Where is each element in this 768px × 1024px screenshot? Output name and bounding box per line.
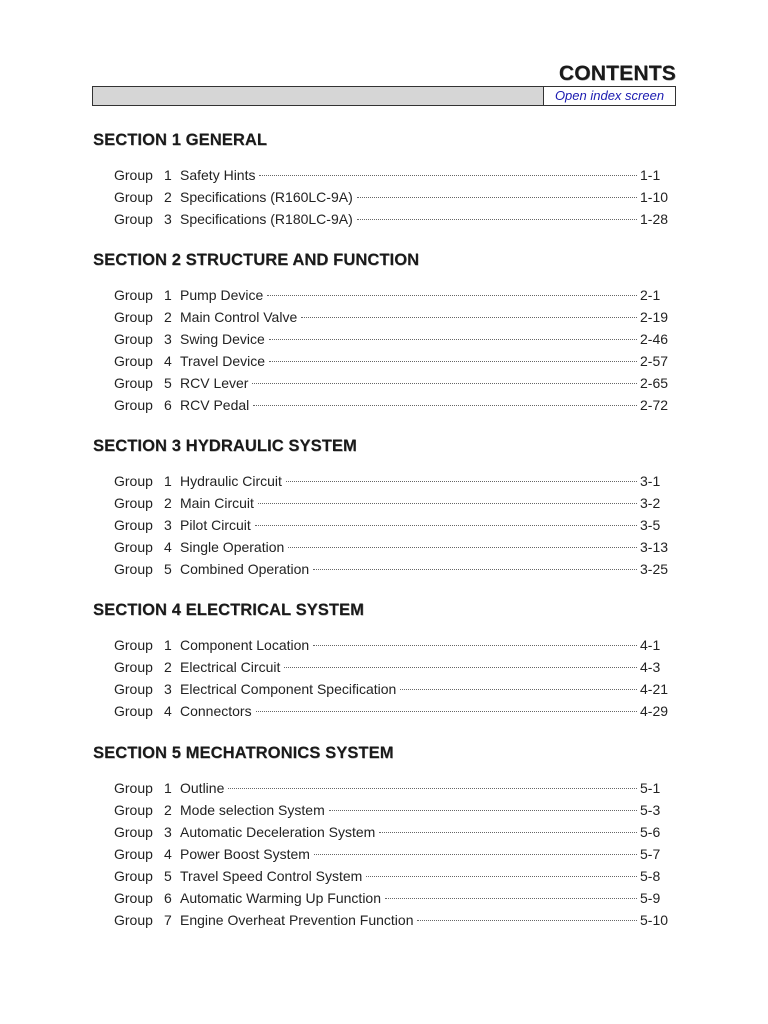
group-label: Group <box>114 681 153 697</box>
group-number: 4 <box>164 703 172 719</box>
group-name: Engine Overheat Prevention Function <box>180 912 414 928</box>
group-name: Component Location <box>180 637 310 653</box>
group-name: Travel Speed Control System <box>180 868 363 884</box>
group-label: Group <box>114 517 153 533</box>
page-number: 5-9 <box>640 890 661 906</box>
dot-leader <box>252 383 637 384</box>
dot-leader <box>314 854 637 855</box>
page-number: 1-28 <box>640 211 669 227</box>
group-name: Outline <box>180 780 225 796</box>
group-number: 4 <box>164 846 172 862</box>
group-label: Group <box>114 912 153 928</box>
page-number: 2-1 <box>640 287 661 303</box>
toc-entry[interactable] <box>114 912 670 930</box>
group-label: Group <box>114 637 153 653</box>
group-label: Group <box>114 397 153 413</box>
toc-entry[interactable] <box>114 517 670 535</box>
toc-entry[interactable] <box>114 167 670 185</box>
toc-entry[interactable] <box>114 375 670 393</box>
group-name: Travel Device <box>180 353 266 369</box>
group-label: Group <box>114 561 153 577</box>
group-name: Safety Hints <box>180 167 256 183</box>
dot-leader <box>256 711 637 712</box>
group-label: Group <box>114 473 153 489</box>
section-title: SECTION 1 GENERAL <box>93 131 268 149</box>
page-number: 2-19 <box>640 309 669 325</box>
group-number: 6 <box>164 397 172 413</box>
page-number: 4-3 <box>640 659 661 675</box>
group-number: 1 <box>164 167 172 183</box>
group-label: Group <box>114 868 153 884</box>
dot-leader <box>269 361 637 362</box>
index-bar <box>92 86 676 106</box>
group-label: Group <box>114 331 153 347</box>
group-label: Group <box>114 309 153 325</box>
group-label: Group <box>114 167 153 183</box>
group-name: Single Operation <box>180 539 285 555</box>
group-name: Power Boost System <box>180 846 310 862</box>
group-label: Group <box>114 846 153 862</box>
page-number: 3-2 <box>640 495 661 511</box>
dot-leader <box>284 667 637 668</box>
group-name: Pump Device <box>180 287 264 303</box>
toc-entry[interactable] <box>114 802 670 820</box>
dot-leader <box>385 898 637 899</box>
group-name: Mode selection System <box>180 802 325 818</box>
group-number: 3 <box>164 824 172 840</box>
group-name: Automatic Warming Up Function <box>180 890 381 906</box>
group-number: 2 <box>164 659 172 675</box>
toc-entry[interactable] <box>114 539 670 557</box>
page-number: 5-3 <box>640 802 661 818</box>
toc-entry[interactable] <box>114 189 670 207</box>
group-number: 7 <box>164 912 172 928</box>
dot-leader <box>267 295 637 296</box>
page-number: 5-10 <box>640 912 669 928</box>
toc-entry[interactable] <box>114 824 670 842</box>
dot-leader <box>269 339 637 340</box>
page-number: 2-65 <box>640 375 669 391</box>
toc-entry[interactable] <box>114 309 670 327</box>
dot-leader <box>400 689 637 690</box>
group-number: 2 <box>164 495 172 511</box>
group-name: Connectors <box>180 703 252 719</box>
group-number: 2 <box>164 189 172 205</box>
group-number: 3 <box>164 331 172 347</box>
page-number: 1-10 <box>640 189 669 205</box>
page-number: 5-1 <box>640 780 661 796</box>
toc-entry[interactable] <box>114 681 670 699</box>
group-name: Specifications (R180LC-9A) <box>180 211 353 227</box>
page-number: 3-13 <box>640 539 669 555</box>
group-name: Pilot Circuit <box>180 517 251 533</box>
group-label: Group <box>114 189 153 205</box>
group-label: Group <box>114 703 153 719</box>
page-number: 5-7 <box>640 846 661 862</box>
page-number: 5-6 <box>640 824 661 840</box>
group-name: Automatic Deceleration System <box>180 824 376 840</box>
group-number: 2 <box>164 802 172 818</box>
toc-entry[interactable] <box>114 331 670 349</box>
page-number: 4-1 <box>640 637 661 653</box>
dot-leader <box>379 832 637 833</box>
group-label: Group <box>114 659 153 675</box>
group-name: Electrical Component Specification <box>180 681 397 697</box>
dot-leader <box>259 175 637 176</box>
section-title: SECTION 4 ELECTRICAL SYSTEM <box>93 601 365 619</box>
section-title: SECTION 3 HYDRAULIC SYSTEM <box>93 437 357 455</box>
page-number: 1-1 <box>640 167 661 183</box>
group-label: Group <box>114 495 153 511</box>
section-title: SECTION 2 STRUCTURE AND FUNCTION <box>93 251 420 269</box>
toc-entry[interactable] <box>114 780 670 798</box>
group-number: 4 <box>164 353 172 369</box>
toc-entry[interactable] <box>114 868 670 886</box>
dot-leader <box>313 569 637 570</box>
toc-entry[interactable] <box>114 846 670 864</box>
toc-entry[interactable] <box>114 659 670 677</box>
group-name: Electrical Circuit <box>180 659 281 675</box>
group-label: Group <box>114 375 153 391</box>
dot-leader <box>366 876 637 877</box>
toc-entry[interactable] <box>114 473 670 491</box>
dot-leader <box>288 547 637 548</box>
dot-leader <box>253 405 637 406</box>
dot-leader <box>301 317 637 318</box>
page-number: 2-57 <box>640 353 669 369</box>
group-number: 1 <box>164 287 172 303</box>
group-name: Hydraulic Circuit <box>180 473 282 489</box>
dot-leader <box>417 920 637 921</box>
group-number: 5 <box>164 561 172 577</box>
group-label: Group <box>114 539 153 555</box>
dot-leader <box>258 503 637 504</box>
page-title: CONTENTS <box>558 62 676 85</box>
group-label: Group <box>114 780 153 796</box>
group-name: RCV Pedal <box>180 397 250 413</box>
group-name: Swing Device <box>180 331 265 347</box>
dot-leader <box>313 645 637 646</box>
page-number: 3-1 <box>640 473 661 489</box>
group-name: Specifications (R160LC-9A) <box>180 189 353 205</box>
group-label: Group <box>114 890 153 906</box>
page-number: 4-29 <box>640 703 669 719</box>
page-number: 2-46 <box>640 331 669 347</box>
dot-leader <box>357 219 637 220</box>
page-number: 3-5 <box>640 517 661 533</box>
page-number: 2-72 <box>640 397 669 413</box>
group-number: 3 <box>164 211 172 227</box>
toc-entry[interactable] <box>114 495 670 513</box>
group-number: 1 <box>164 637 172 653</box>
group-number: 5 <box>164 375 172 391</box>
toc-entry[interactable] <box>114 890 670 908</box>
group-number: 4 <box>164 539 172 555</box>
group-number: 6 <box>164 890 172 906</box>
toc-entry[interactable] <box>114 353 670 371</box>
dot-leader <box>255 525 637 526</box>
group-number: 3 <box>164 681 172 697</box>
toc-entry[interactable] <box>114 397 670 415</box>
dot-leader <box>286 481 637 482</box>
group-label: Group <box>114 802 153 818</box>
section-title: SECTION 5 MECHATRONICS SYSTEM <box>93 744 394 762</box>
group-label: Group <box>114 211 153 227</box>
group-name: Main Circuit <box>180 495 254 511</box>
group-name: Combined Operation <box>180 561 310 577</box>
open-index-link[interactable]: Open index screen <box>543 87 675 105</box>
group-number: 5 <box>164 868 172 884</box>
page-number: 4-21 <box>640 681 669 697</box>
group-label: Group <box>114 824 153 840</box>
group-number: 2 <box>164 309 172 325</box>
group-number: 1 <box>164 473 172 489</box>
group-name: RCV Lever <box>180 375 249 391</box>
group-number: 3 <box>164 517 172 533</box>
toc-entry[interactable] <box>114 561 670 579</box>
group-name: Main Control Valve <box>180 309 298 325</box>
group-label: Group <box>114 353 153 369</box>
toc-entry[interactable] <box>114 287 670 305</box>
group-label: Group <box>114 287 153 303</box>
toc-entry[interactable] <box>114 637 670 655</box>
dot-leader <box>329 810 637 811</box>
group-number: 1 <box>164 780 172 796</box>
dot-leader <box>228 788 637 789</box>
toc-entry[interactable] <box>114 703 670 721</box>
dot-leader <box>357 197 637 198</box>
page-number: 3-25 <box>640 561 669 577</box>
toc-entry[interactable] <box>114 211 670 229</box>
page-number: 5-8 <box>640 868 661 884</box>
